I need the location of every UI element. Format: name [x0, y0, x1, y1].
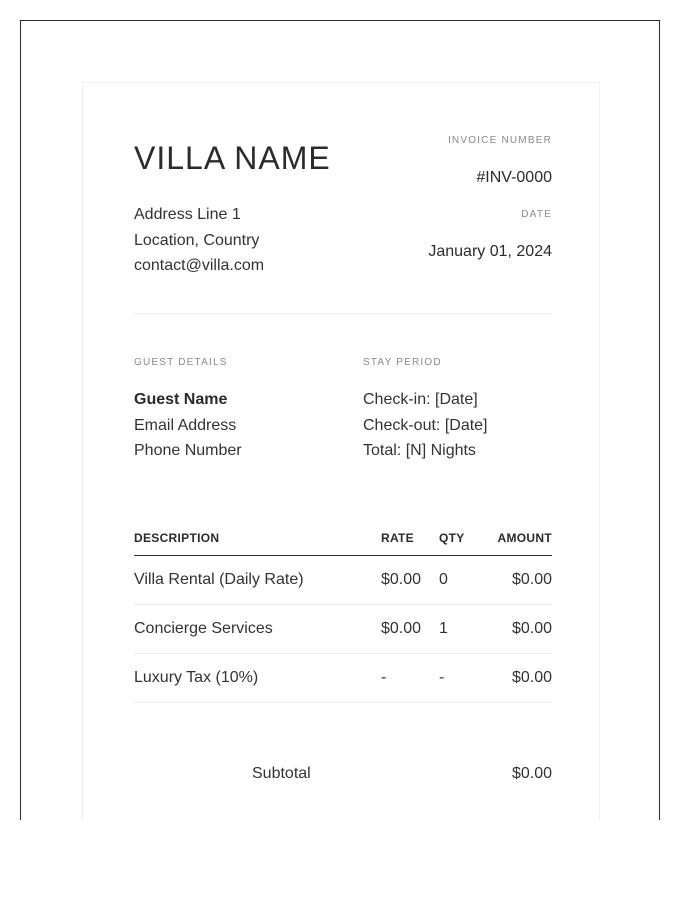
document-frame [20, 20, 660, 820]
header-description: DESCRIPTION [134, 520, 381, 556]
line-items-table [134, 520, 552, 703]
row-rate: $0.00 [381, 605, 439, 654]
row-qty: 0 [439, 556, 479, 605]
row-amount: $0.00 [479, 556, 552, 605]
header-rate: RATE [381, 520, 439, 556]
row-description: Villa Rental (Daily Rate) [134, 556, 381, 605]
table-row [134, 605, 552, 654]
table-row [134, 556, 552, 605]
row-description: Luxury Tax (10%) [134, 654, 381, 703]
invoice-number: #INV-0000 [476, 169, 552, 186]
guest-name: Guest Name [134, 391, 228, 408]
stay-total-nights: Total: [N] Nights [363, 442, 476, 459]
invoice-date-label: DATE [521, 209, 552, 220]
invoice-date-block [428, 243, 552, 261]
address-contact: contact@villa.com [134, 257, 265, 274]
invoice-number-block [448, 135, 552, 146]
header-amount: AMOUNT [479, 520, 552, 556]
subtotal-label: Subtotal [252, 765, 311, 782]
subtotal-value: $0.00 [511, 765, 552, 782]
invoice-date: January 01, 2024 [428, 243, 552, 260]
row-amount: $0.00 [479, 605, 552, 654]
row-qty: - [439, 654, 479, 703]
stay-period-label: STAY PERIOD [363, 357, 442, 368]
invoice-date-label-block [521, 209, 552, 220]
stay-period [363, 387, 488, 464]
header-divider [134, 313, 552, 314]
table-header-row [134, 520, 552, 556]
villa-address [134, 202, 264, 279]
row-qty: 1 [439, 605, 479, 654]
row-rate: $0.00 [381, 556, 439, 605]
invoice-page [82, 82, 600, 820]
row-rate: - [381, 654, 439, 703]
row-description: Concierge Services [134, 605, 381, 654]
row-amount: $0.00 [479, 654, 552, 703]
guest-phone: Phone Number [134, 442, 242, 459]
table-row [134, 654, 552, 703]
guest-details [134, 387, 242, 464]
villa-name: VILLA NAME [134, 140, 331, 176]
address-line: Address Line 1 [134, 206, 241, 223]
stay-check-in: Check-in: [Date] [363, 391, 478, 408]
guest-details-label: GUEST DETAILS [134, 357, 228, 368]
invoice-number-value-block [476, 169, 552, 187]
address-location: Location, Country [134, 231, 260, 249]
guest-email: Email Address [134, 416, 237, 434]
invoice-number-label: INVOICE NUMBER [447, 135, 552, 146]
header-qty: QTY [439, 520, 479, 556]
stay-check-out: Check-out: [Date] [363, 416, 488, 434]
